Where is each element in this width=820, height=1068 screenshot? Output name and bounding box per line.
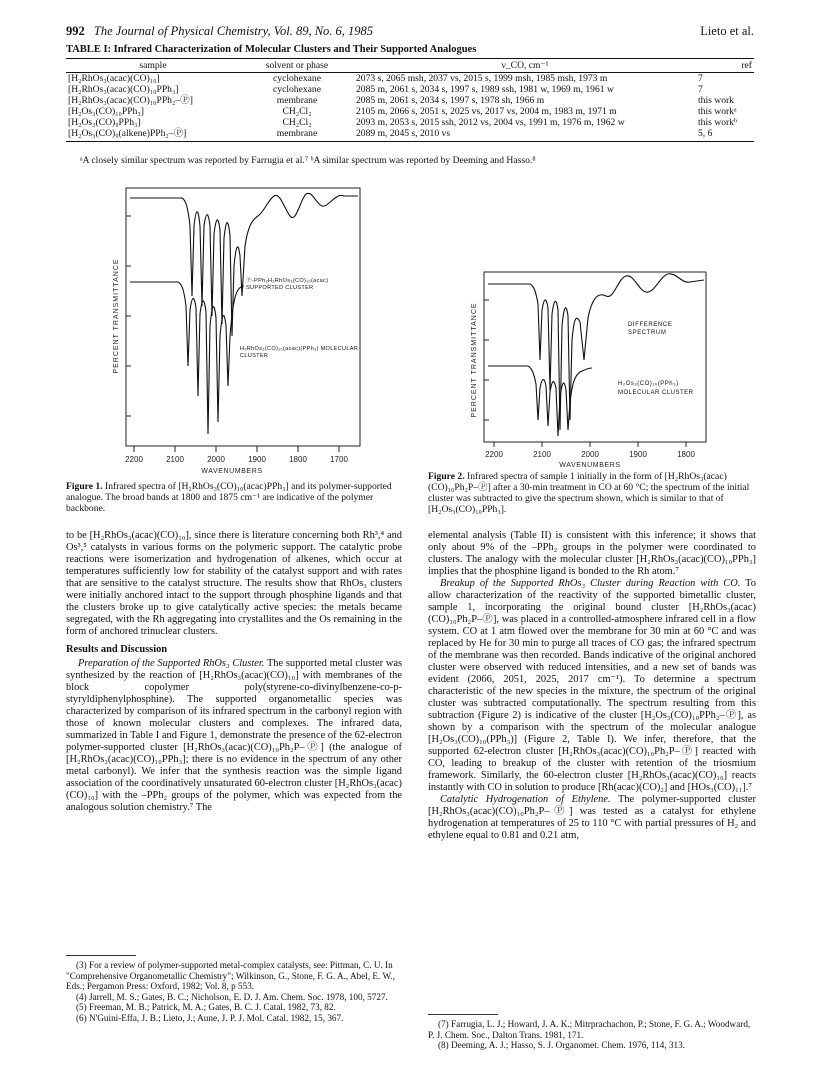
figure-1-label-supported: Ⓟ-PPh₂H₂RhOs₃(CO)₁₀(acac) SUPPORTED CLUSTER [246,278,329,291]
figure-1-tick-label: 2200 [125,455,143,464]
table-header-row [66,59,754,73]
figure-2-label-molecular: H₂Os₃(CO)₁₀(PPh₃) MOLECULAR CLUSTER [618,381,694,396]
cell-sample: [H₂Os₃(CO)₁₀PPh₃] [68,106,144,117]
footnote: (4) Jarrell, M. S.; Gates, B. C.; Nicholson, E. D. J. Am. Chem. Soc. 1978, 100, 5727. [76,991,388,1002]
section-heading: Results and Discussion [66,644,168,655]
footnotes-right [428,1019,756,1051]
footnote-rule [428,1014,498,1015]
footnote: (3) For a review of polymer-supported metal-complex catalysts, see: Pittman, C. U. In "Comprehensive Organometallic Chemistry"; Wilkinson, G., Stone, F. G. A., Abel, E. W., Eds.; Pergamon Press: Oxford, 1982; Vol. 8, p 553. [66,960,395,992]
running-header [66,24,754,39]
cell-sample: [H₂Os₃(CO)₉PPh₃] [68,117,141,128]
figure-2-ylabel: PERCENT TRANSMITTANCE [471,302,478,418]
cell-phase: cyclohexane [273,73,321,84]
subsection-heading: Catalytic Hydrogenation of Ethylene. [440,794,611,805]
footnote: (5) Freeman, M. B.; Patrick, M. A.; Gates, B. C. J. Catal. 1982, 73, 82. [76,1002,336,1013]
cell-phase: CH₂Cl₂ [282,106,312,117]
figure-1-label-molecular: H₂RhOs₃(CO)₁₀(acac)(PPh₃) MOLECULAR CLUSTER [240,346,359,359]
figure-2-frame [484,272,706,442]
cell-sample: [H₂Os₃(CO)₉(alkene)PPh₂–Ⓟ] [66,128,240,142]
footnote: (8) Deeming, A. J.; Hasso, S. J. Organomet. Chem. 1976, 114, 313. [438,1040,686,1051]
cell-ref: 7 [698,73,703,84]
footnote: (7) Farrugia, L. J.; Howard, J. A. K.; Mitrprachachon, P.; Stone, F. G. A.; Woodward, P. J. Chem. Soc., Dalton Trans. 1981, 171. [428,1019,751,1040]
figure-1 [112,186,364,476]
cell-ref: this work [698,95,734,106]
body-paragraph [428,794,756,842]
figure-1-tick-label: 1700 [330,455,348,464]
figure-1-xlabel: WAVENUMBERS [201,468,263,475]
figure-1-plot [112,186,364,476]
cell-sample: [H₂RhOs₃(acac)(CO)₁₀PPh₂–Ⓟ] [68,95,193,106]
table-caption: TABLE I: Infrared Characterization of Molecular Clusters and Their Supported Analogues [66,44,477,55]
figure-2-caption-text: Infrared spectra of sample 1 initially in the form of [H₂RhOs₃(acac)(CO)₁₀Ph₂P–Ⓟ] after a 30-min treatment in CO at 60 °C; the spectrum of the initial cluster was subtracted to give the spectrum shown, which is similar to that of [H₂Os₃(CO)₁₀PPh₃]. [428,471,750,515]
cell-phase: CH₂Cl₂ [282,117,312,128]
footnotes-left [66,960,402,1024]
ir-table [66,58,754,142]
figure-2-tick-label: 2100 [533,450,551,459]
body-paragraph: elemental analysis (Table II) is consistent with this inference; it shows that only about 9% of the –PPh₂ groups in the polymer were coordinated to clusters. The analogy with the molecular cluster [H₂RhOs₃(acac)(CO)₁₀PPh₃] implies that the phosphine ligand is bonded to the Rh atom.⁷ [428,530,756,577]
col-header-phase: solvent or phase [240,59,354,73]
col-header-sample: sample [66,59,240,73]
footnote: (6) N'Guini-Effa, J. B.; Lieto, J.; Aune, J. P. J. Mol. Catal. 1982, 15, 367. [76,1012,344,1023]
cell-bands: 2105 m, 2066 s, 2051 s, 2025 vs, 2017 vs, 2004 m, 1983 m, 1971 m [356,106,617,117]
figure-1-caption-label: Figure 1. [66,481,103,492]
figure-1-caption [66,481,402,514]
figure-2-plot [470,270,712,470]
left-column [66,530,402,814]
body-paragraph [66,658,402,814]
body-text: To allow characterization of the reactivity of the supported bimetallic cluster, sample 1, incorporating the original bound cluster [H₂RhOs₃(acac)(CO)₁₀Ph₂P–Ⓟ], was placed in a controlled-atmosphere infrared cell in a flow system. CO at 1 atm flowed over the membrane for 30 min at 60 °C and was replaced by He for 30 min to purge all traces of CO gas; the infrared spectrum of the membrane was then recorded. Bands indicative of the original anchored cluster were observed with reduced intensities, and a new set of bands was evident (2066, 2051, 2025, 2017 cm⁻¹). To determine a spectrum characteristic of the new species in the mixture, the spectrum of the original cluster was subtracted computationally. The spectrum resulting from this subtraction (Figure 2) is indicative of the cluster [H₂Os₃(CO)₁₀PPh₂–Ⓟ], as shown by a comparison with the spectrum of the molecular analogue [H₂Os₃(CO)₁₀(PPh₃)] (Figure 2, Table I). We infer, therefore, that the supported 62-electron cluster [H₂RhOs₃(acac)(CO)₁₀Ph₂P–Ⓟ] reacted with CO, leading to breakup of the cluster with retention of the triosmium framework. Similarly, the 60-electron cluster [H₂RhOs₃(acac)(CO)₁₀] reacts instantly with CO in solution to produce [Rh(acac)(CO)₂] and [HOs₃(CO)₁₁].⁷ [428,578,756,793]
body-paragraph [428,578,756,794]
cell-bands: 2093 m, 2053 s, 2015 ssh, 2012 vs, 2004 vs, 1991 m, 1976 m, 1962 w [356,117,625,128]
figure-2-tick-label: 1900 [629,450,647,459]
col-header-bands: ν_CO, cm⁻¹ [354,59,696,73]
figure-2-tick-label: 2200 [485,450,503,459]
cell-phase: membrane [276,95,318,106]
table-row [66,128,754,142]
cell-sample: [H₂RhOs₃(acac)(CO)₁₀PPh₃] [68,84,179,95]
body-text: The supported metal cluster was synthesized by the reaction of [H₂RhOs₃(acac)(CO)₁₀] with membranes of the block copolymer poly(styrene-co-divinylbenzene-co-p-styryldiphenylphosphine). The supported organometallic species was characterized by comparison of its infrared spectrum in the carbonyl region with those of known molecular clusters and complexes. The infrared data, summarized in Table I and Figure 1, demonstrate the presence of the 62-electron polymer-supported cluster [H₂RhOs₃(acac)(CO)₁₀Ph₂P–Ⓟ] (the analogue of [H₂RhOs₃(acac)(CO)₁₀PPh₃]; there is no evidence in the spectrum of any other metal carbonyl). We infer that the synthesis reaction was the simple ligand association of the coordinatively unsaturated 60-electron cluster [H₂RhOs₃(acac)(CO)₁₀] with the –PPh₂ groups of the polymer, which was expected from the analogous solution chemistry.⁷ The [66,658,403,813]
figure-1-frame [126,188,360,446]
figure-1-tick-label: 1800 [289,455,307,464]
cell-sample: [H₂RhOs₃(acac)(CO)₁₀] [68,73,160,84]
figure-1-tick-label: 2000 [207,455,225,464]
table-row [66,106,754,117]
author-header: Lieto et al. [700,24,754,38]
cell-ref: 7 [698,84,703,95]
col-header-ref: ref [696,59,754,73]
table-row [66,117,754,128]
cell-ref: this workᵇ [698,117,737,128]
figure-2 [470,270,712,470]
cell-bands: 2085 m, 2061 s, 2034 s, 1997 s, 1989 ssh, 1981 w, 1969 m, 1961 w [356,84,614,95]
subsection-heading: Preparation of the Supported RhOs₃ Cluster. [78,658,265,669]
supported-cluster-spectrum [130,193,358,336]
figure-1-tick-label: 2100 [166,455,184,464]
cell-phase: membrane [240,128,354,142]
figure-1-caption-text: Infrared spectra of [H₂RhOs₃(CO)₁₀(acac)PPh₃] and its polymer-supported analogue. The broad bands at 1800 and 1875 cm⁻¹ are indicative of the polymer backbone. [66,481,392,514]
figure-2-tick-label: 2000 [581,450,599,459]
cell-bands: 2089 m, 2045 s, 2010 vs [354,128,696,142]
body-text: The polymer-supported cluster [H₂RhOs₃(acac)(CO)₁₀Ph₂P–Ⓟ] was tested as a catalyst for ethylene hydrogenation at temperatures of 25 to 110 °C with partial pressures of H₂ and ethylene equal to 0.81 and 0.21 atm, [428,794,756,841]
subsection-heading: Breakup of the Supported RhOs₃ Cluster during Reaction with CO. [440,578,741,589]
journal-name: The Journal of Physical Chemistry, Vol. 89, No. 6, 1985 [93,24,374,38]
table-row [66,73,754,85]
figure-2-tick-label: 1800 [677,450,695,459]
figure-2-caption-label: Figure 2. [428,471,465,482]
page-number: 992 [66,24,85,38]
figure-2-xlabel: WAVENUMBERS [559,462,621,469]
table-footnote: ᵃA closely similar spectrum was reported by Farrugia et al.⁷ ᵇA similar spectrum was reported by Deeming and Hasso.⁸ [80,155,536,166]
table-row [66,84,754,95]
right-column [428,530,756,842]
molecular-cluster-spectrum [130,282,244,434]
body-paragraph: to be [H₂RhOs₃(acac)(CO)₁₀], since there is literature concerning both Rh³,⁴ and Os³,⁵ catalysts in various forms on the polymeric support. The catalytic probe reactions were isomerization and hydrogenation of alkenes, which occur at temperatures sufficiently low for stability of the catalyst support and with rates that are sensitive to the catalyst structure. The results show that RhOs₃ clusters were initially anchored intact to the support through phosphine ligands and that the clusters broke up to give catalytically active species: the metals became segregated, with the Rh aggregating into crystallites and the Os remaining in the form of anchored trinuclear clusters. [66,530,402,637]
figure-1-tick-label: 1900 [248,455,266,464]
cell-ref: 5, 6 [696,128,754,142]
figure-2-caption [428,471,756,515]
figure-2-label-difference: DIFFERENCE SPECTRUM [628,322,673,336]
molecular-cluster-spectrum [488,366,592,436]
table-row [66,95,754,106]
cell-bands: 2085 m, 2061 s, 2034 s, 1997 s, 1978 sh, 1966 m [356,95,545,106]
difference-spectrum [488,274,704,430]
cell-ref: this workᵃ [698,106,737,117]
cell-phase: cyclohexane [273,84,321,95]
cell-bands: 2073 s, 2065 msh, 2037 vs, 2015 s, 1999 msh, 1985 msh, 1973 m [356,73,608,84]
footnote-rule [66,955,136,956]
figure-1-ylabel: PERCENT TRANSMITTANCE [113,258,120,374]
